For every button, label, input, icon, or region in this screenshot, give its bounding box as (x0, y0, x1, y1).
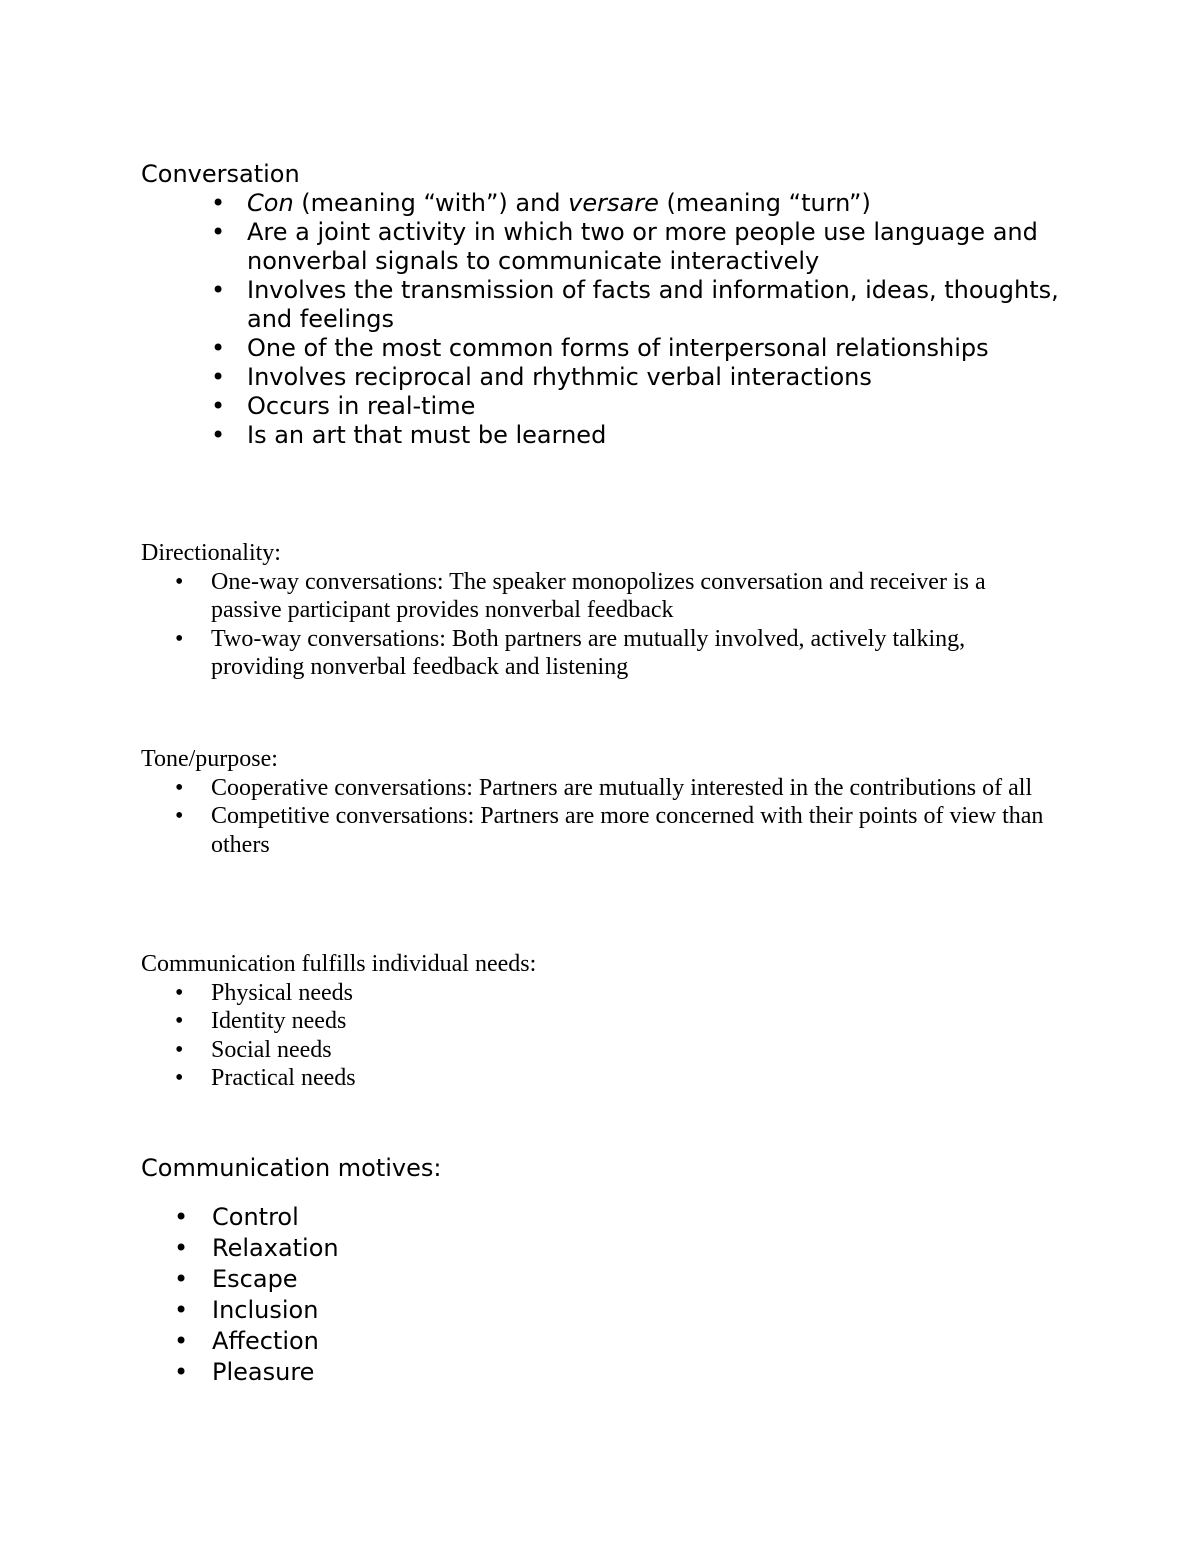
list-item-text: Practical needs (211, 1065, 356, 1091)
directionality-list (141, 568, 1061, 682)
list-item-text: Identity needs (211, 1008, 347, 1034)
list-item-text: Is an art that must be learned (247, 421, 607, 449)
bullet-icon: • (175, 1065, 184, 1091)
list-item-text: One-way conversations: The speaker monopolizes conversation and receiver is a passive participant provides nonverbal feedback (211, 568, 986, 623)
directionality-heading: Directionality: (141, 540, 281, 566)
bullet-icon: • (174, 1203, 189, 1231)
list-item-text: Control (212, 1203, 299, 1231)
list-item (141, 1357, 1061, 1388)
list-item-text: Relaxation (212, 1234, 339, 1262)
conversation-list (141, 189, 1061, 450)
list-item-text: Affection (212, 1327, 319, 1355)
list-item-text: (meaning “with”) and (293, 189, 569, 217)
list-item-text: Cooperative conversations: Partners are mutually interested in the contributions of all (211, 774, 1033, 801)
list-item (141, 979, 1061, 1008)
bullet-icon: • (174, 1358, 189, 1386)
bullet-icon: • (174, 1265, 189, 1293)
list-item (141, 625, 1061, 682)
list-item-text: Involves reciprocal and rhythmic verbal interactions (247, 363, 872, 391)
list-item (141, 802, 1061, 859)
list-item (141, 774, 1061, 803)
list-item (141, 1264, 1061, 1295)
list-item-text: Escape (212, 1265, 298, 1293)
tone-heading: Tone/purpose: (141, 746, 278, 772)
list-item (141, 1233, 1061, 1264)
list-item (141, 334, 1061, 363)
list-item-text: Occurs in real-time (247, 392, 476, 420)
bullet-icon: • (211, 392, 226, 420)
motives-heading: Communication motives: (141, 1154, 442, 1182)
bullet-icon: • (175, 625, 184, 652)
list-item (141, 1326, 1061, 1357)
tone-list (141, 774, 1061, 860)
bullet-icon: • (211, 276, 226, 304)
list-item (141, 363, 1061, 392)
needs-heading: Communication fulfills individual needs: (141, 951, 537, 977)
bullet-icon: • (174, 1296, 189, 1324)
bullet-icon: • (211, 189, 226, 217)
bullet-icon: • (211, 421, 226, 449)
needs-section (141, 950, 1061, 1093)
list-item-text: Social needs (211, 1036, 332, 1063)
list-item (141, 1064, 1061, 1093)
bullet-icon: • (175, 568, 184, 595)
motives-list (141, 1202, 1061, 1388)
list-item (141, 568, 1061, 625)
list-item-text: Inclusion (212, 1296, 319, 1324)
bullet-icon: • (175, 774, 184, 801)
term-versare: versare (568, 189, 659, 217)
list-item (141, 1295, 1061, 1326)
list-item-text: Physical needs (211, 979, 353, 1006)
list-item-text: Involves the transmission of facts and information, ideas, thoughts, and feelings (247, 276, 1059, 333)
list-item (141, 189, 1061, 218)
directionality-section (141, 539, 1061, 682)
list-item-text: Competitive conversations: Partners are more concerned with their points of view than others (211, 803, 1044, 858)
conversation-heading: Conversation (141, 160, 300, 188)
list-item-text: Are a joint activity in which two or more people use language and nonverbal signals to communicate interactively (247, 218, 1038, 275)
list-item (141, 218, 1061, 276)
list-item (141, 1007, 1061, 1036)
list-item (141, 392, 1061, 421)
list-item-text: (meaning “turn”) (658, 189, 871, 217)
bullet-icon: • (175, 803, 184, 829)
motives-section (141, 1154, 1061, 1388)
list-item (141, 1202, 1061, 1233)
bullet-icon: • (175, 1008, 184, 1034)
bullet-icon: • (175, 979, 184, 1006)
list-item (141, 1036, 1061, 1065)
list-item-text: Pleasure (212, 1358, 315, 1386)
bullet-icon: • (175, 1036, 184, 1063)
tone-section (141, 745, 1061, 859)
term-con: Con (247, 189, 294, 217)
bullet-icon: • (174, 1327, 189, 1355)
list-item (141, 276, 1061, 334)
list-item (141, 421, 1061, 450)
bullet-icon: • (211, 334, 226, 362)
list-item-text: Two-way conversations: Both partners are mutually involved, actively talking, providing nonverbal feedback and listening (211, 625, 966, 680)
list-item-text: One of the most common forms of interpersonal relationships (247, 334, 989, 362)
bullet-icon: • (211, 218, 226, 246)
bullet-icon: • (211, 363, 226, 391)
conversation-section (141, 160, 1061, 450)
bullet-icon: • (174, 1234, 189, 1262)
needs-list (141, 979, 1061, 1093)
